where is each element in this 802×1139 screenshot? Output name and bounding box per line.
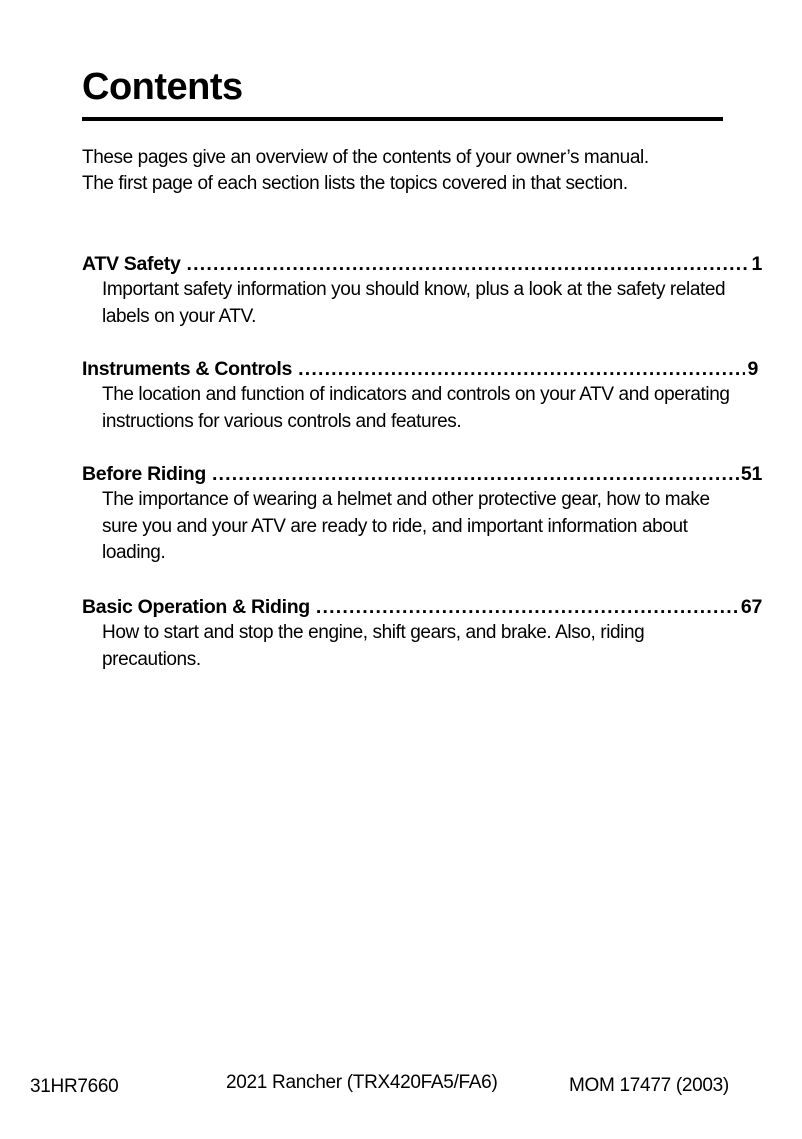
dot-leader (187, 251, 750, 277)
toc-entry-before-riding[interactable] (82, 461, 762, 567)
page-title: Contents (82, 66, 243, 108)
intro-paragraph: These pages give an overview of the contents of your owner’s manual. (82, 147, 649, 168)
intro-paragraph: The first page of each section lists the topics covered in that section. (82, 173, 628, 194)
footer-part-number: 31HR7660 (30, 1076, 119, 1097)
toc-heading-row[interactable] (82, 251, 762, 277)
dot-leader (212, 461, 739, 487)
intro-text (82, 145, 732, 197)
dot-leader (316, 594, 739, 620)
toc-heading[interactable]: ATV Safety (82, 253, 181, 275)
toc-heading-row[interactable] (82, 356, 758, 382)
toc-heading[interactable]: Basic Operation & Riding (82, 596, 310, 618)
toc-page-number[interactable]: 1 (751, 253, 762, 275)
toc-entry-atv-safety[interactable] (82, 251, 762, 330)
toc-page-number[interactable]: 67 (740, 596, 762, 618)
toc-description: The location and function of indicators and controls on your ATV and operating instructions for various controls and features. (102, 384, 730, 432)
toc-heading-row[interactable] (82, 461, 762, 487)
toc-page-number[interactable]: 51 (740, 463, 762, 485)
footer-manual-code: MOM 17477 (2003) (569, 1075, 729, 1096)
toc-description: How to start and stop the engine, shift gears, and brake. Also, riding precautions. (102, 622, 645, 670)
toc-description: The importance of wearing a helmet and other protective gear, how to make sure you and your ATV are ready to ride, and important information about loading. (102, 489, 710, 563)
footer-model: 2021 Rancher (TRX420FA5/FA6) (226, 1072, 498, 1093)
toc-entry-basic-operation[interactable] (82, 594, 762, 673)
toc-page-number[interactable]: 9 (747, 358, 758, 380)
toc-entry-instruments-controls[interactable] (82, 356, 758, 435)
dot-leader (298, 356, 745, 382)
toc-description: Important safety information you should know, plus a look at the safety related labels on your ATV. (102, 279, 726, 327)
toc-heading[interactable]: Instruments & Controls (82, 358, 293, 380)
toc-heading[interactable]: Before Riding (82, 463, 206, 485)
toc-heading-row[interactable] (82, 594, 762, 620)
title-divider (82, 117, 723, 121)
